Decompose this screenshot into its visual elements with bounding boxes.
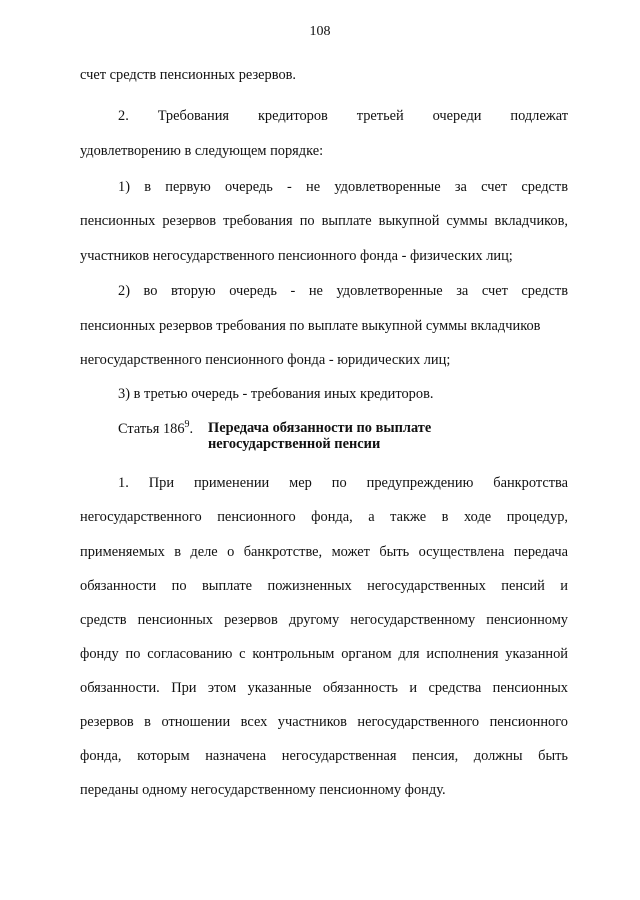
text-line: пенсионных резервов требования по выплате выкупной суммы вкладчиков, [80,213,568,229]
text-line: фонду по согласованию с контрольным органом для исполнения указанной [80,646,568,662]
text-line: удовлетворению в следующем порядке: [80,143,324,159]
page-number: 108 [309,24,331,39]
text-line: 2. Требования кредиторов третьей очереди подлежат [118,108,568,124]
text-line: резервов в отношении всех участников негосударственного пенсионного [80,714,568,730]
text-line: средств пенсионных резервов другому негосударственному пенсионному [80,612,568,628]
text-line: 1. При применении мер по предупреждению банкротства [118,475,568,491]
text-line: фонда, которым назначена негосударственная пенсия, должны быть [80,748,568,764]
text-line: счет средств пенсионных резервов. [80,67,297,83]
article-title-line: Передача обязанности по выплате [208,420,432,436]
text-line: 2) во вторую очередь - не удовлетворенные за счет средств [118,283,568,299]
text-line: обязанности. При этом указанные обязанность и средства пенсионных [80,680,568,696]
text-line: обязанности по выплате пожизненных негосударственных пенсий и [80,578,568,594]
article-superscript: 9 [184,419,190,430]
article-title [208,420,431,452]
text-line: 3) в третью очередь - требования иных кредиторов. [118,386,434,402]
text-line: переданы одному негосударственному пенсионному фонду. [80,782,446,798]
article-title-line: негосударственной пенсии [208,436,381,452]
text-line: негосударственного пенсионного фонда, а также в ходе процедур, [80,509,568,525]
article-number: Статья $186^9$. [118,419,194,437]
text-line: негосударственного пенсионного фонда - юридических лиц; [80,352,451,368]
text-line: применяемых в деле о банкротстве, может быть осуществлена передача [80,544,568,560]
text-line: участников негосударственного пенсионного фонда - физических лиц; [80,248,513,264]
text-line: 1) в первую очередь - не удовлетворенные за счет средств [118,179,568,195]
text-line: пенсионных резервов требования по выплате выкупной суммы вкладчиков [80,318,541,334]
